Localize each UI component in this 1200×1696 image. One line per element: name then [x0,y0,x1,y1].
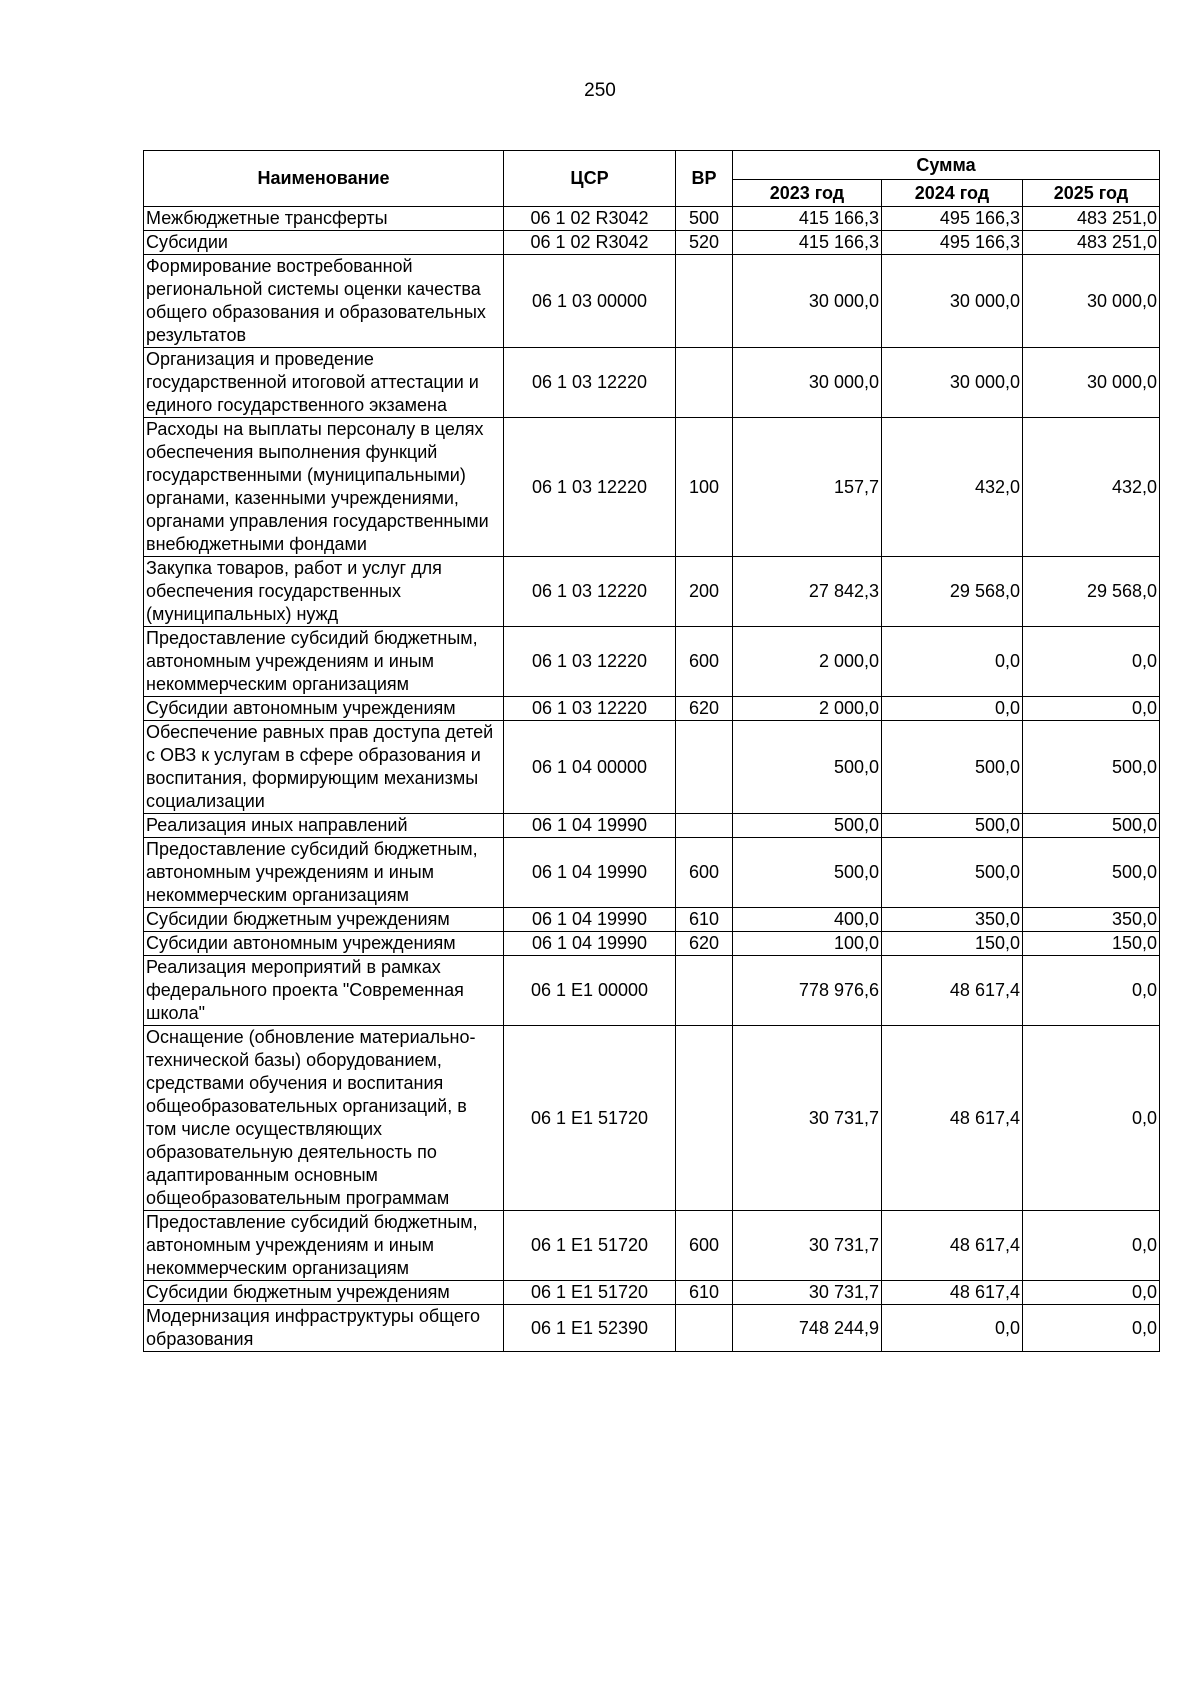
table-row [144,1305,1160,1352]
cell-name: Модернизация инфраструктуры общего образования [144,1305,504,1352]
cell-name: Закупка товаров, работ и услуг для обеспечения государственных (муниципальных) нужд [144,557,504,627]
cell-vr: 620 [676,932,733,956]
cell-amount-2024: 48 617,4 [882,1211,1023,1281]
cell-vr [676,348,733,418]
cell-vr: 620 [676,697,733,721]
cell-amount-2023: 500,0 [733,814,882,838]
cell-amount-2025: 432,0 [1023,418,1160,557]
cell-vr: 200 [676,557,733,627]
cell-csr: 06 1 03 12220 [504,627,676,697]
cell-csr: 06 1 E1 51720 [504,1026,676,1211]
cell-name: Субсидии бюджетным учреждениям [144,908,504,932]
cell-name: Предоставление субсидий бюджетным, автономным учреждениям и иным некоммерческим организациям [144,627,504,697]
table-row [144,231,1160,255]
cell-csr: 06 1 04 00000 [504,721,676,814]
cell-amount-2023: 500,0 [733,721,882,814]
table-row [144,956,1160,1026]
cell-amount-2023: 100,0 [733,932,882,956]
cell-amount-2024: 0,0 [882,697,1023,721]
cell-amount-2024: 0,0 [882,627,1023,697]
cell-amount-2023: 30 731,7 [733,1026,882,1211]
cell-amount-2024: 500,0 [882,838,1023,908]
cell-amount-2023: 748 244,9 [733,1305,882,1352]
cell-csr: 06 1 03 12220 [504,348,676,418]
cell-amount-2024: 350,0 [882,908,1023,932]
cell-csr: 06 1 04 19990 [504,838,676,908]
table-body [144,207,1160,1352]
table-row [144,1211,1160,1281]
cell-amount-2025: 0,0 [1023,956,1160,1026]
cell-amount-2025: 483 251,0 [1023,231,1160,255]
cell-vr: 600 [676,627,733,697]
header-2024: 2024 год [882,180,1023,207]
cell-amount-2025: 0,0 [1023,1211,1160,1281]
cell-amount-2023: 30 731,7 [733,1281,882,1305]
cell-csr: 06 1 03 00000 [504,255,676,348]
table-row [144,814,1160,838]
table-row [144,207,1160,231]
cell-name: Реализация мероприятий в рамках федерального проекта "Современная школа" [144,956,504,1026]
cell-csr: 06 1 03 12220 [504,697,676,721]
cell-amount-2023: 400,0 [733,908,882,932]
cell-amount-2024: 48 617,4 [882,1281,1023,1305]
cell-vr: 500 [676,207,733,231]
cell-amount-2024: 150,0 [882,932,1023,956]
cell-amount-2023: 415 166,3 [733,207,882,231]
table-row [144,627,1160,697]
cell-name: Субсидии [144,231,504,255]
cell-csr: 06 1 E1 51720 [504,1211,676,1281]
cell-name: Реализация иных направлений [144,814,504,838]
cell-csr: 06 1 E1 00000 [504,956,676,1026]
table-row [144,838,1160,908]
cell-name: Организация и проведение государственной итоговой аттестации и единого государственного экзамена [144,348,504,418]
cell-name: Предоставление субсидий бюджетным, автономным учреждениям и иным некоммерческим организациям [144,838,504,908]
cell-amount-2025: 0,0 [1023,627,1160,697]
header-row-top [144,151,1160,180]
table-row [144,1026,1160,1211]
cell-vr [676,956,733,1026]
cell-amount-2025: 350,0 [1023,908,1160,932]
cell-amount-2025: 30 000,0 [1023,255,1160,348]
cell-amount-2024: 48 617,4 [882,1026,1023,1211]
cell-amount-2025: 500,0 [1023,838,1160,908]
cell-amount-2025: 0,0 [1023,697,1160,721]
cell-amount-2024: 29 568,0 [882,557,1023,627]
cell-name: Субсидии бюджетным учреждениям [144,1281,504,1305]
cell-name: Обеспечение равных прав доступа детей с ОВЗ к услугам в сфере образования и воспитания, формирующим механизмы социализации [144,721,504,814]
cell-amount-2024: 30 000,0 [882,255,1023,348]
cell-name: Предоставление субсидий бюджетным, автономным учреждениям и иным некоммерческим организациям [144,1211,504,1281]
cell-amount-2023: 500,0 [733,838,882,908]
cell-amount-2023: 30 000,0 [733,255,882,348]
cell-amount-2023: 30 000,0 [733,348,882,418]
cell-amount-2025: 0,0 [1023,1281,1160,1305]
cell-amount-2024: 500,0 [882,721,1023,814]
cell-name: Расходы на выплаты персоналу в целях обеспечения выполнения функций государственными (муниципальными) органами, казенными учреждениями, органами управления государственными внебюджетными фондами [144,418,504,557]
cell-amount-2025: 500,0 [1023,814,1160,838]
cell-vr [676,1305,733,1352]
header-2023: 2023 год [733,180,882,207]
table-row [144,418,1160,557]
header-vr: ВР [676,151,733,207]
cell-amount-2025: 500,0 [1023,721,1160,814]
table-row [144,721,1160,814]
cell-vr: 610 [676,908,733,932]
page-number: 250 [584,80,616,101]
cell-csr: 06 1 04 19990 [504,814,676,838]
cell-amount-2025: 29 568,0 [1023,557,1160,627]
cell-name: Оснащение (обновление материально-технической базы) оборудованием, средствами обучения и воспитания общеобразовательных организаций, в том числе осуществляющих образовательную деятельность по адаптированным основным общеобразовательным программам [144,1026,504,1211]
cell-csr: 06 1 03 12220 [504,418,676,557]
cell-vr [676,721,733,814]
cell-name: Субсидии автономным учреждениям [144,932,504,956]
cell-name: Формирование востребованной региональной системы оценки качества общего образования и образовательных результатов [144,255,504,348]
cell-amount-2023: 157,7 [733,418,882,557]
cell-vr [676,255,733,348]
cell-amount-2024: 30 000,0 [882,348,1023,418]
cell-csr: 06 1 02 R3042 [504,231,676,255]
cell-amount-2023: 778 976,6 [733,956,882,1026]
table-row [144,1281,1160,1305]
cell-amount-2024: 48 617,4 [882,956,1023,1026]
table-row [144,932,1160,956]
header-sum: Сумма [733,151,1160,180]
cell-csr: 06 1 E1 51720 [504,1281,676,1305]
header-csr: ЦСР [504,151,676,207]
cell-vr: 520 [676,231,733,255]
cell-csr: 06 1 02 R3042 [504,207,676,231]
table-row [144,348,1160,418]
header-2025: 2025 год [1023,180,1160,207]
budget-table [143,150,1160,1352]
cell-amount-2024: 500,0 [882,814,1023,838]
cell-vr: 610 [676,1281,733,1305]
cell-amount-2023: 2 000,0 [733,697,882,721]
table-row [144,697,1160,721]
cell-amount-2025: 150,0 [1023,932,1160,956]
cell-amount-2024: 495 166,3 [882,231,1023,255]
cell-csr: 06 1 03 12220 [504,557,676,627]
cell-vr: 600 [676,1211,733,1281]
cell-amount-2024: 432,0 [882,418,1023,557]
cell-amount-2025: 483 251,0 [1023,207,1160,231]
cell-name: Межбюджетные трансферты [144,207,504,231]
cell-amount-2025: 0,0 [1023,1305,1160,1352]
table-row [144,255,1160,348]
cell-vr [676,1026,733,1211]
cell-csr: 06 1 04 19990 [504,932,676,956]
header-name: Наименование [144,151,504,207]
table-row [144,908,1160,932]
table-row [144,557,1160,627]
cell-vr: 600 [676,838,733,908]
cell-csr: 06 1 E1 52390 [504,1305,676,1352]
cell-amount-2023: 30 731,7 [733,1211,882,1281]
cell-csr: 06 1 04 19990 [504,908,676,932]
cell-amount-2025: 30 000,0 [1023,348,1160,418]
cell-amount-2023: 415 166,3 [733,231,882,255]
cell-amount-2024: 495 166,3 [882,207,1023,231]
cell-amount-2023: 2 000,0 [733,627,882,697]
cell-vr: 100 [676,418,733,557]
cell-name: Субсидии автономным учреждениям [144,697,504,721]
cell-vr [676,814,733,838]
cell-amount-2024: 0,0 [882,1305,1023,1352]
cell-amount-2025: 0,0 [1023,1026,1160,1211]
cell-amount-2023: 27 842,3 [733,557,882,627]
